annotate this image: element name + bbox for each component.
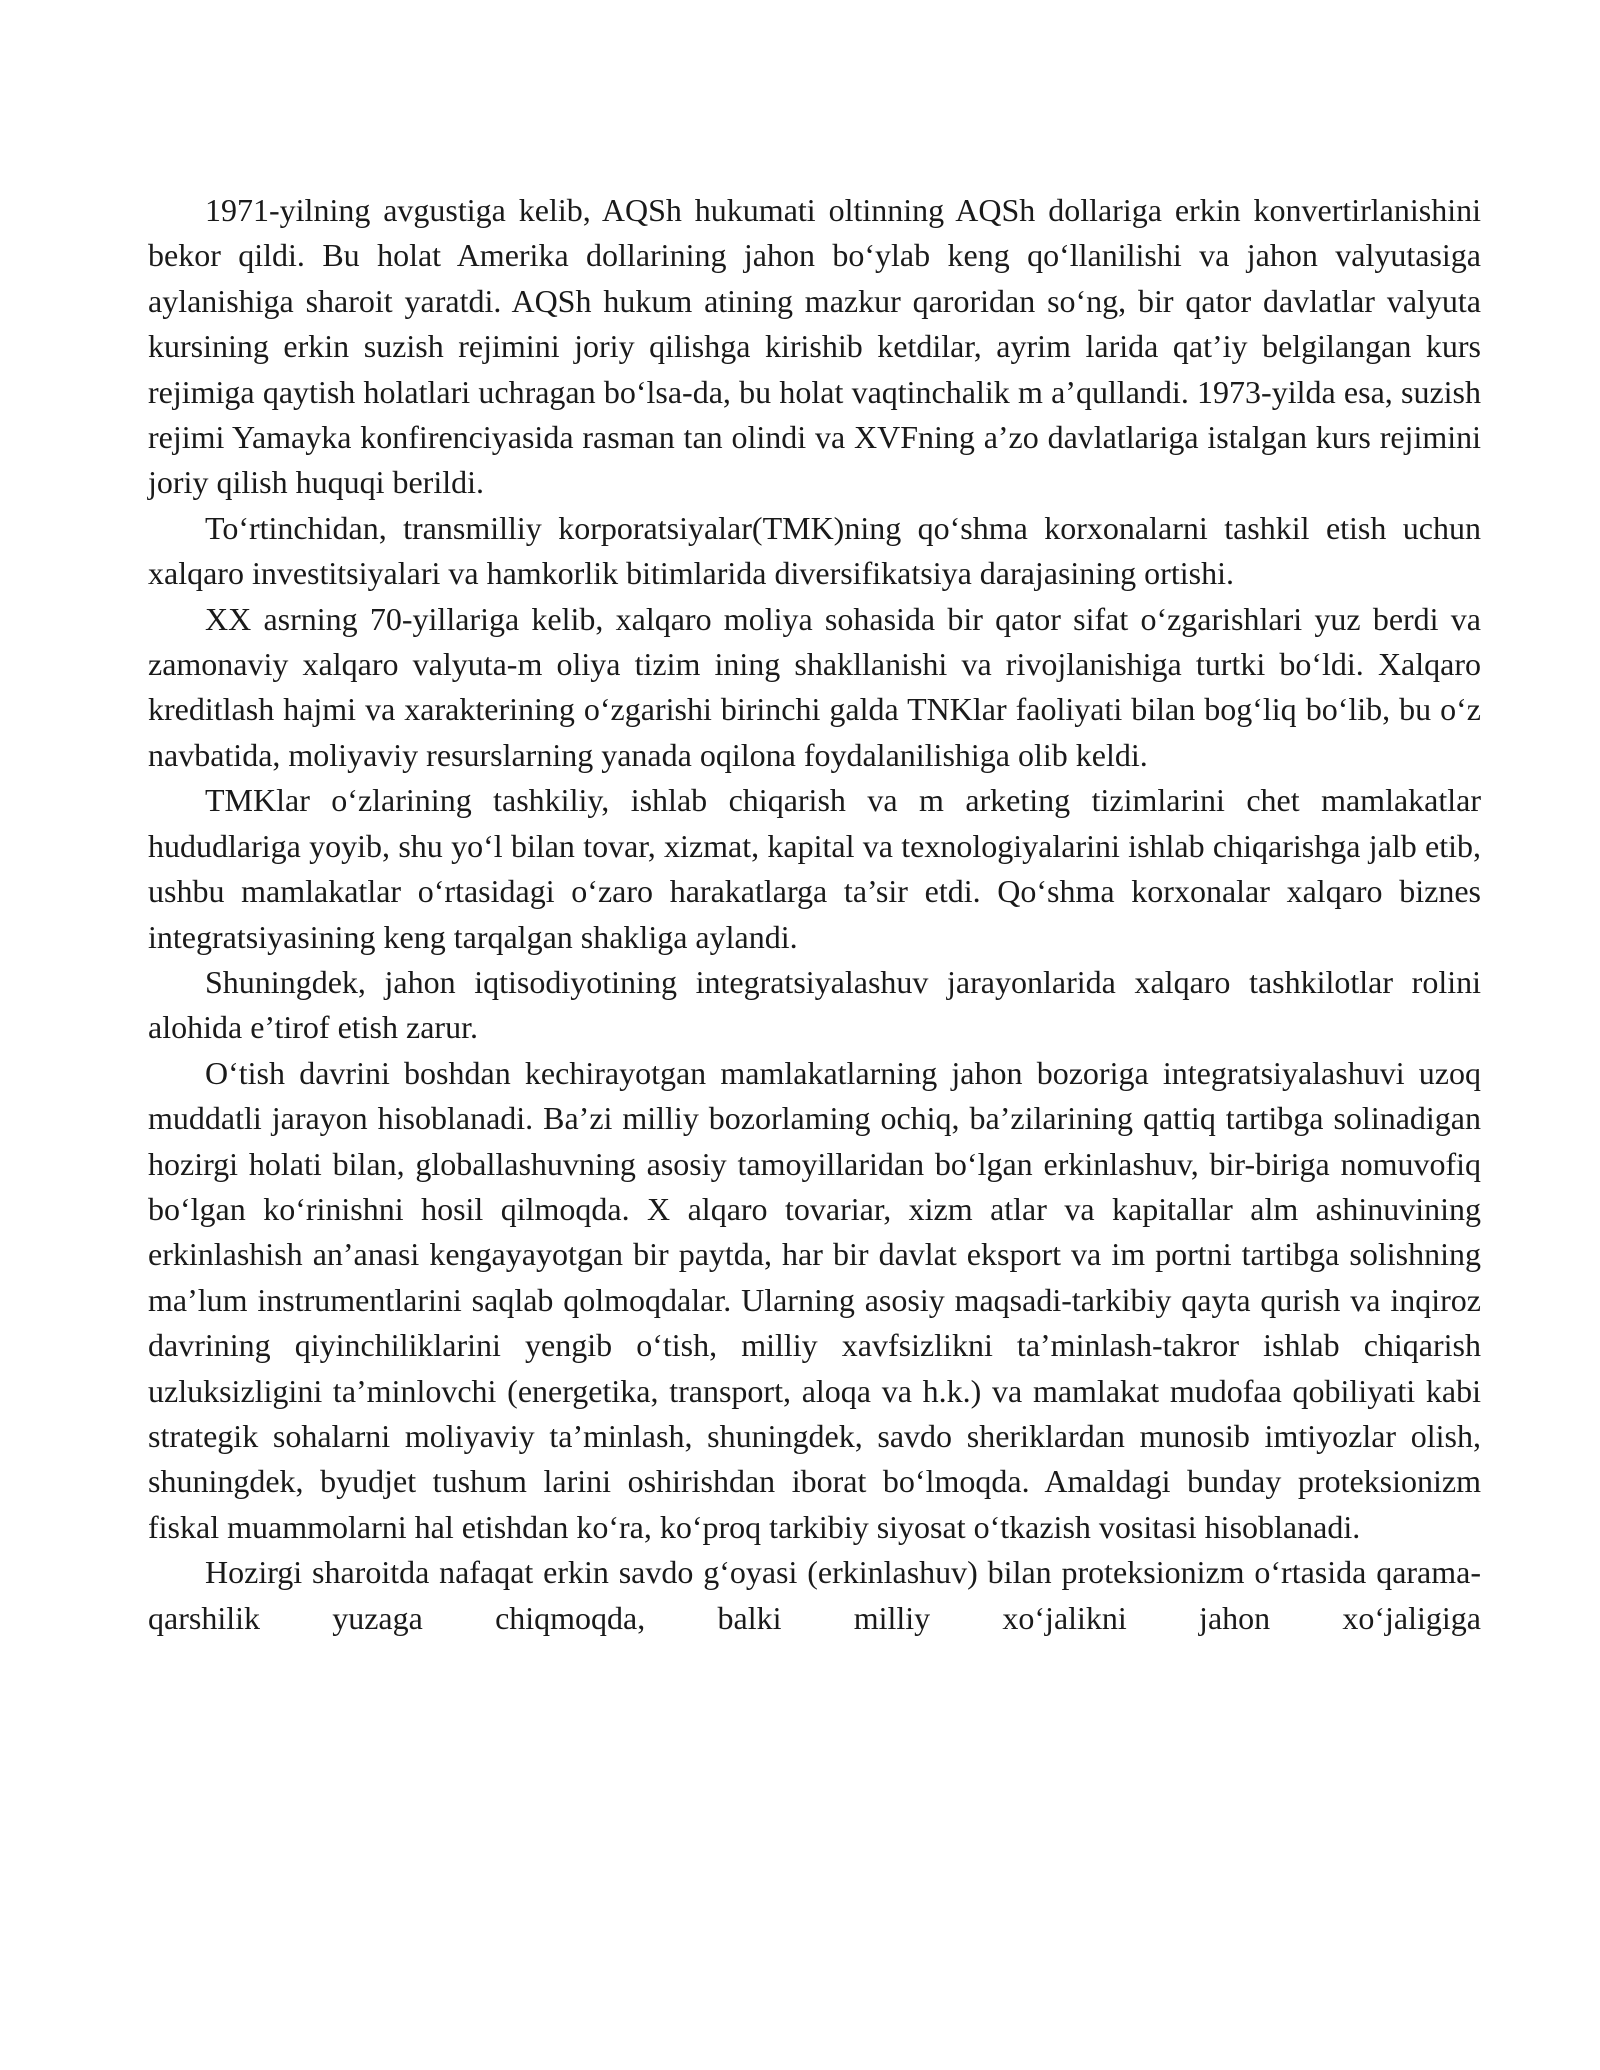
paragraph-6: O‘tish davrini boshdan kechirayotgan mamlakatlarning jahon bozoriga integratsiyalashuvi uzoq muddatli jarayon hisoblanadi. Ba’zi milliy bozorlaming ochiq, ba’zilarining qattiq tartibga solinadigan hozirgi holati bilan, globallashuvning asosiy tamoyillaridan bo‘lgan erkinlashuv, bir-biriga nomuvofiq bo‘lgan ko‘rinishni hosil qilmoqda. X alqaro tovariar, xizm atlar va kapitallar alm ashinuvining erkinlashish an’anasi kengayayotgan bir paytda, har bir davlat eksport va im portni tartibga solishning ma’lum instrumentlarini saqlab qolmoqdalar. Ularning asosiy maqsadi-tarkibiy qayta qurish va inqiroz davrining qiyinchiliklarini yengib o‘tish, milliy xavfsizlikni ta’minlash-takror ishlab chiqarish uzluksizligini ta’minlovchi (energetika, transport, aloqa va h.k.) va mamlakat mudofaa qobiliyati kabi strategik sohalarni moliyaviy ta’minlash, shuningdek, savdo sheriklardan munosib imtiyozlar olish, shuningdek, byudjet tushum larini oshirishdan iborat bo‘lmoqda. Amaldagi bunday proteksionizm fiskal muammolarni hal etishdan ko‘ra, ko‘proq tarkibiy siyosat o‘tkazish vositasi hisoblanadi. bbox=[148, 1054, 1481, 1545]
paragraph-3: XX asrning 70-yillariga kelib, xalqaro moliya sohasida bir qator sifat o‘zgarishlari yuz berdi va zamonaviy xalqaro valyuta-m oliya tizim ining shakllanishi va rivojlanishiga turtki bo‘ldi. Xalqaro kreditlash hajmi va xarakterining o‘zgarishi birinchi galda TNKlar faoliyati bilan bog‘liq bo‘lib, bu o‘z navbatida, moliyaviy resurslarning yanada oqilona foydalanilishiga olib keldi. bbox=[148, 600, 1481, 773]
paragraph-2: To‘rtinchidan, transmilliy korporatsiyalar(TMK)ning qo‘shma korxonalarni tashkil etish uchun xalqaro investitsiyalari va hamkorlik bitimlarida diversifikatsiya darajasining ortishi. bbox=[148, 509, 1481, 592]
document-page bbox=[148, 188, 1481, 1641]
paragraph-1: 1971-yilning avgustiga kelib, AQSh hukumati oltinning AQSh dollariga erkin konvertirlanishini bekor qildi. Bu holat Amerika dollarining jahon bo‘ylab keng qo‘llanilishi va jahon valyutasiga aylanishiga sharoit yaratdi. AQSh hukum atining mazkur qaroridan so‘ng, bir qator davlatlar valyuta kursining erkin suzish rejimini joriy qilishga kirishib ketdilar, ayrim larida qat’iy belgilangan kurs rejimiga qaytish holatlari uchragan bo‘lsa-da, bu holat vaqtinchalik m a’qullandi. 1973-yilda esa, suzish rejimi Yamayka konfirenciyasida rasman tan olindi va XVFning a’zo davlatlariga istalgan kurs rejimini joriy qilish huquqi berildi. bbox=[148, 192, 1481, 501]
paragraph-4: TMKlar o‘zlarining tashkiliy, ishlab chiqarish va m arketing tizimlarini chet mamlakatlar hududlariga yoyib, shu yo‘l bilan tovar, xizmat, kapital va texnologiyalarini ishlab chiqarishga jalb etib, ushbu mamlakatlar o‘rtasidagi o‘zaro harakatlarga ta’sir etdi. Qo‘shma korxonalar xalqaro biznes integratsiyasining keng tarqalgan shakliga aylandi. bbox=[148, 782, 1481, 955]
paragraph-7: Hozirgi sharoitda nafaqat erkin savdo g‘oyasi (erkinlashuv) bilan proteksionizm o‘rtasida qarama-qarshilik yuzaga chiqmoqda, balki milliy xo‘jalikni jahon xo‘jaligiga bbox=[148, 1554, 1481, 1636]
paragraph-5: Shuningdek, jahon iqtisodiyotining integratsiyalashuv jarayonlarida xalqaro tashkilotlar rolini alohida e’tirof etish zarur. bbox=[148, 963, 1481, 1046]
